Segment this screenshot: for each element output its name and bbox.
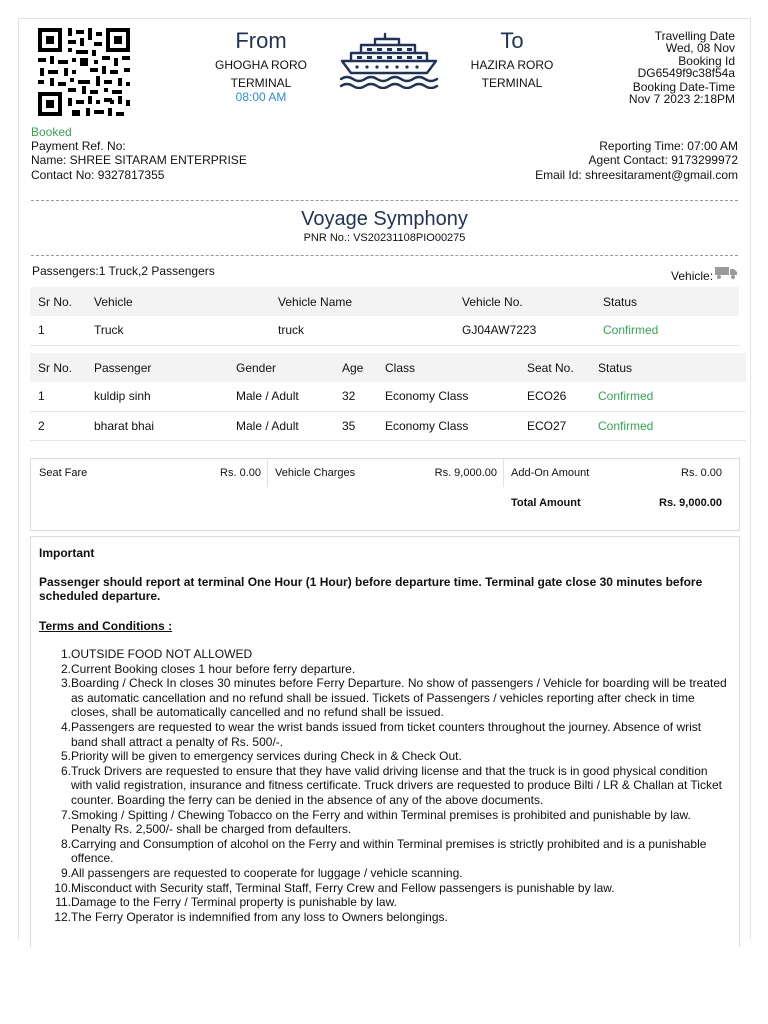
col-header: Class <box>385 360 416 375</box>
truck-icon <box>715 266 738 279</box>
cell: 1 <box>38 323 45 338</box>
addon-amount-label: Add-On Amount <box>511 467 590 479</box>
col-header: Gender <box>236 360 277 375</box>
ticket-page <box>18 18 751 939</box>
table-row <box>30 316 739 345</box>
from-label: From <box>235 28 287 53</box>
to-terminal-line2: TERMINAL <box>481 76 543 90</box>
terms-list <box>31 647 739 924</box>
term-text: Misconduct with Security staff, Terminal Staff, Ferry Crew and Fellow passengers is punishable by law. <box>71 880 615 895</box>
divider <box>503 459 504 487</box>
list-item: 7. Smoking / Spitting / Chewing Tobacco on the Ferry and within Terminal premises is prohibited and punishable by law. Penalty Rs. 2,500/- shall be charged from defaulters. <box>60 807 691 837</box>
list-item: 11. Damage to the Ferry / Terminal property is punishable by law. <box>55 895 397 910</box>
fare-summary <box>30 458 740 531</box>
ship-name: Voyage Symphony <box>301 208 468 230</box>
col-header: Seat No. <box>527 360 574 375</box>
list-item: 9. All passengers are requested to cooperate for luggage / vehicle scanning. <box>60 865 463 880</box>
to-label: To <box>500 28 524 53</box>
ship-icon <box>339 31 439 89</box>
term-text: Carrying and Consumption of alcohol on the Ferry and within Terminal premises is strictly prohibited and is a punishable offence. <box>71 836 707 866</box>
term-text: Smoking / Spitting / Chewing Tobacco on the Ferry and within Terminal premises is prohibited and punishable by law. Penalty Rs. 2,500/- shall be charged from defaulters. <box>71 807 691 837</box>
departure-time: 08:00 AM <box>235 90 287 104</box>
term-text: The Ferry Operator is indemnified from any loss to Owners belongings. <box>71 909 448 924</box>
contact-number: Contact No: 9327817355 <box>31 168 165 182</box>
travelling-date-label: Travelling Date <box>654 29 735 43</box>
term-text: Passengers are requested to wear the wrist bands issued from ticket counters throughout the journey. Absence of wrist band shall attract a penalty of Rs. 500/-. <box>71 719 702 749</box>
cell: Economy Class <box>385 418 469 433</box>
col-header: Sr No. <box>38 360 73 375</box>
list-item: 3. Boarding / Check In closes 30 minutes before Ferry Departure. No show of passengers / Vehicle for boarding will be treated as automatic cancellation and no refund shall be issued. Tickets of Passengers / vehicles reporting after check in time closes, shall be automatically cancelled and no refund shall be issued. <box>60 676 727 720</box>
divider <box>267 459 268 487</box>
from-terminal-line2: TERMINAL <box>230 76 292 90</box>
term-text: Boarding / Check In closes 30 minutes before Ferry Departure. No show of passengers / Vehicle for boarding will be treated as automatic cancellation and no refund shall be issued. Tickets of Passengers / vehicles reporting after check in time closes, shall be automatically cancelled and no refund shall be issued. <box>71 676 727 720</box>
list-item: 8. Carrying and Consumption of alcohol on the Ferry and within Terminal premises is strictly prohibited and is a punishable offence. <box>60 836 707 866</box>
terms-heading: Terms and Conditions : <box>39 619 173 633</box>
payment-ref: Payment Ref. No: <box>31 139 126 153</box>
qr-code-icon <box>38 28 130 116</box>
important-notice: Passenger should report at terminal One Hour (1 Hour) before departure time. Terminal gate close 30 minutes before scheduled departure. <box>39 575 703 603</box>
important-heading: Important <box>39 546 95 560</box>
cell: 32 <box>342 389 356 404</box>
table-header-row <box>30 287 739 316</box>
cell: ECO27 <box>527 418 567 433</box>
term-text: Truck Drivers are requested to ensure that they have valid driving license and that the truck is in good physical condition with valid registration, insurance and fitness certificate. Truck drivers are requested to produce Bilti / LR & Challan at Ticket counter. Boarding the ferry can be denied in the absence of any of the above documents. <box>71 763 722 807</box>
total-amount-value: Rs. 9,000.00 <box>659 497 722 509</box>
from-terminal-line1: GHOGHA RORO <box>214 58 307 72</box>
cell: ECO26 <box>527 389 567 404</box>
list-item: 12. The Ferry Operator is indemnified from any loss to Owners belongings. <box>54 909 448 924</box>
col-header: Status <box>603 294 638 309</box>
term-text: All passengers are requested to cooperate for luggage / vehicle scanning. <box>71 865 463 880</box>
booking-status: Booked <box>31 125 72 139</box>
vehicle-table <box>30 287 739 346</box>
pnr-number: PNR No.: VS20231108PIO00275 <box>303 232 466 244</box>
list-item: 10. Misconduct with Security staff, Terminal Staff, Ferry Crew and Fellow passengers is punishable by law. <box>54 880 615 895</box>
list-item: 2. Current Booking closes 1 hour before ferry departure. <box>60 661 356 676</box>
customer-name: Name: SHREE SITARAM ENTERPRISE <box>31 153 247 167</box>
cell: Male / Adult <box>236 418 299 433</box>
vehicle-label: Vehicle: <box>671 269 714 283</box>
seat-fare-label: Seat Fare <box>39 467 88 479</box>
col-header: Age <box>342 360 364 375</box>
vehicle-charges-value: Rs. 9,000.00 <box>434 467 497 479</box>
to-terminal-line1: HAZIRA RORO <box>470 58 554 72</box>
term-text: OUTSIDE FOOD NOT ALLOWED <box>71 647 253 661</box>
cell: Truck <box>94 323 124 338</box>
table-row <box>30 411 746 440</box>
cell: 2 <box>38 418 45 433</box>
vehicle-charges-label: Vehicle Charges <box>275 467 356 479</box>
col-header: Vehicle Name <box>278 294 353 309</box>
divider <box>31 200 738 201</box>
table-row <box>30 382 746 411</box>
seat-fare-value: Rs. 0.00 <box>220 467 261 479</box>
important-section <box>30 536 740 947</box>
list-item: 5. Priority will be given to emergency services during Check in & Check Out. <box>60 749 462 764</box>
col-header: Vehicle <box>94 294 133 309</box>
cell: Male / Adult <box>236 389 299 404</box>
booking-datetime-label: Booking Date-Time <box>632 80 735 94</box>
status-cell: Confirmed <box>598 389 654 404</box>
reporting-time: Reporting Time: 07:00 AM <box>599 139 738 153</box>
term-text: Current Booking closes 1 hour before ferry departure. <box>71 661 356 676</box>
total-amount-label: Total Amount <box>511 497 581 509</box>
travelling-date: Wed, 08 Nov <box>665 41 735 55</box>
status-cell: Confirmed <box>603 323 659 338</box>
booking-datetime: Nov 7 2023 2:18PM <box>628 92 735 106</box>
term-text: Damage to the Ferry / Terminal property is punishable by law. <box>71 895 397 910</box>
col-header: Passenger <box>94 360 152 375</box>
col-header: Status <box>598 360 633 375</box>
cell: Economy Class <box>385 389 469 404</box>
cell: kuldip sinh <box>94 389 151 404</box>
divider <box>31 255 738 256</box>
term-text: Priority will be given to emergency services during Check in & Check Out. <box>71 749 462 764</box>
agent-contact: Agent Contact: 9173299972 <box>588 153 738 167</box>
email-id: Email Id: shreesitarament@gmail.com <box>535 168 738 182</box>
list-item: 6. Truck Drivers are requested to ensure that they have valid driving license and that the truck is in good physical condition with valid registration, insurance and fitness certificate. Truck drivers are requested to produce Bilti / LR & Challan at Ticket counter. Boarding the ferry can be denied in the absence of any of the above documents. <box>60 763 722 807</box>
col-header: Sr No. <box>38 294 73 309</box>
col-header: Vehicle No. <box>462 294 523 309</box>
cell: GJ04AW7223 <box>462 323 537 338</box>
booking-id-label: Booking Id <box>678 54 735 68</box>
booking-id: DG6549f9c38f54a <box>637 66 735 80</box>
cell: 35 <box>342 418 356 433</box>
cell: 1 <box>38 389 45 404</box>
cell: truck <box>278 323 305 338</box>
list-item: 4. Passengers are requested to wear the wrist bands issued from ticket counters throughout the journey. Absence of wrist band shall attract a penalty of Rs. 500/-. <box>60 719 702 749</box>
list-item: 1. OUTSIDE FOOD NOT ALLOWED <box>60 647 253 661</box>
status-cell: Confirmed <box>598 418 654 433</box>
cell: bharat bhai <box>94 418 155 433</box>
passenger-table <box>30 353 746 441</box>
passengers-summary: Passengers:1 Truck,2 Passengers <box>32 264 215 278</box>
addon-amount-value: Rs. 0.00 <box>681 467 722 479</box>
table-header-row <box>30 353 746 382</box>
